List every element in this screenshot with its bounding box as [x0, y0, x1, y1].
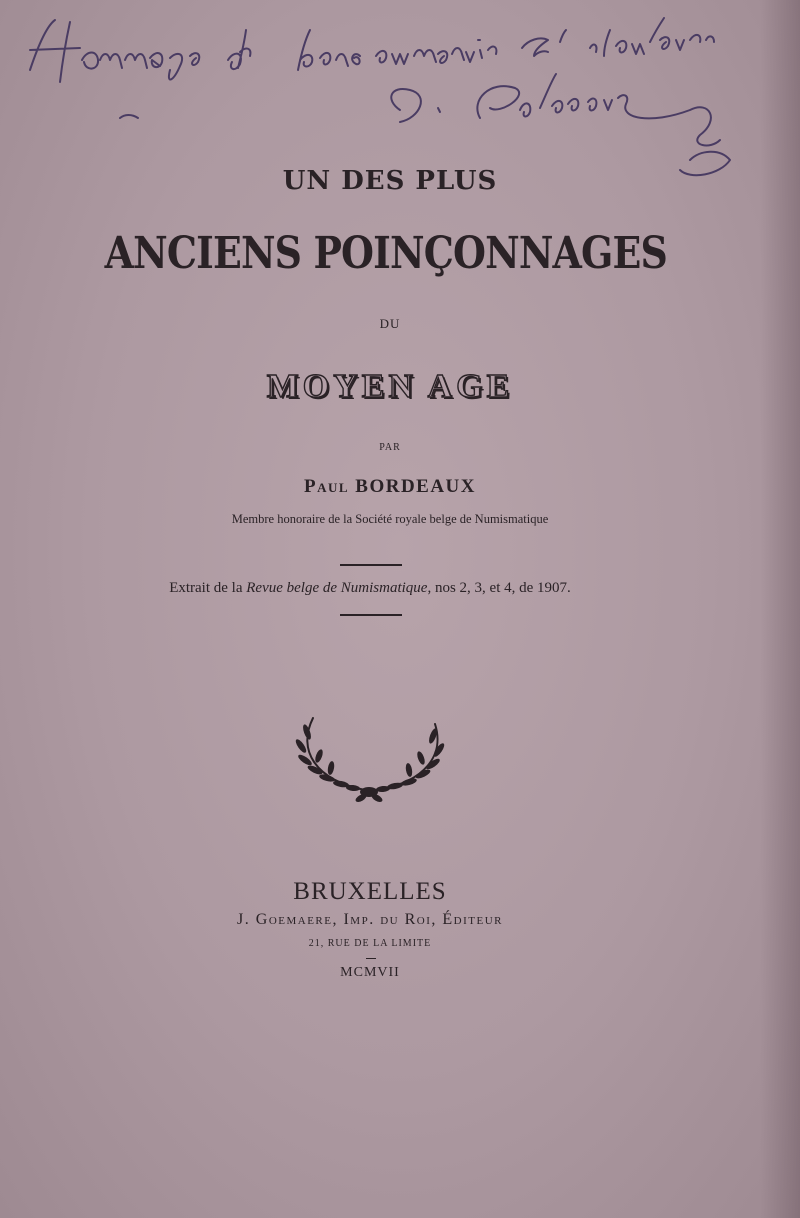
divider-rule-bottom: [340, 614, 402, 616]
author-name: Paul BORDEAUX: [303, 476, 477, 497]
extract-prefix: Extrait de la: [169, 580, 247, 596]
title-moyen-age: MOYEN AGE: [266, 368, 514, 405]
imprint-address: 21, RUE DE LA LIMITE: [308, 938, 432, 949]
title-main: ANCIENS POINÇONNAGES: [104, 228, 667, 279]
imprint-dash: [366, 958, 376, 959]
imprint-city: BRUXELLES: [293, 878, 447, 905]
title-line-1: UN DES PLUS: [282, 166, 498, 196]
imprint-publisher: J. Goemaere, Imp. du Roi, Éditeur: [237, 911, 503, 928]
title-connector: DU: [379, 316, 401, 331]
extract-suffix: , nos 2, 3, et 4, de 1907.: [427, 580, 571, 596]
journal-title: Revue belge de Numismatique: [246, 580, 428, 596]
divider-rule-top: [340, 564, 402, 566]
extract-note: [0, 580, 770, 597]
imprint-year: MCMVII: [340, 965, 400, 980]
author-affiliation: Membre honoraire de la Société royale belge de Numismatique: [231, 512, 549, 526]
laurel-wreath-icon: [285, 710, 455, 810]
byline-par: PAR: [379, 442, 401, 453]
